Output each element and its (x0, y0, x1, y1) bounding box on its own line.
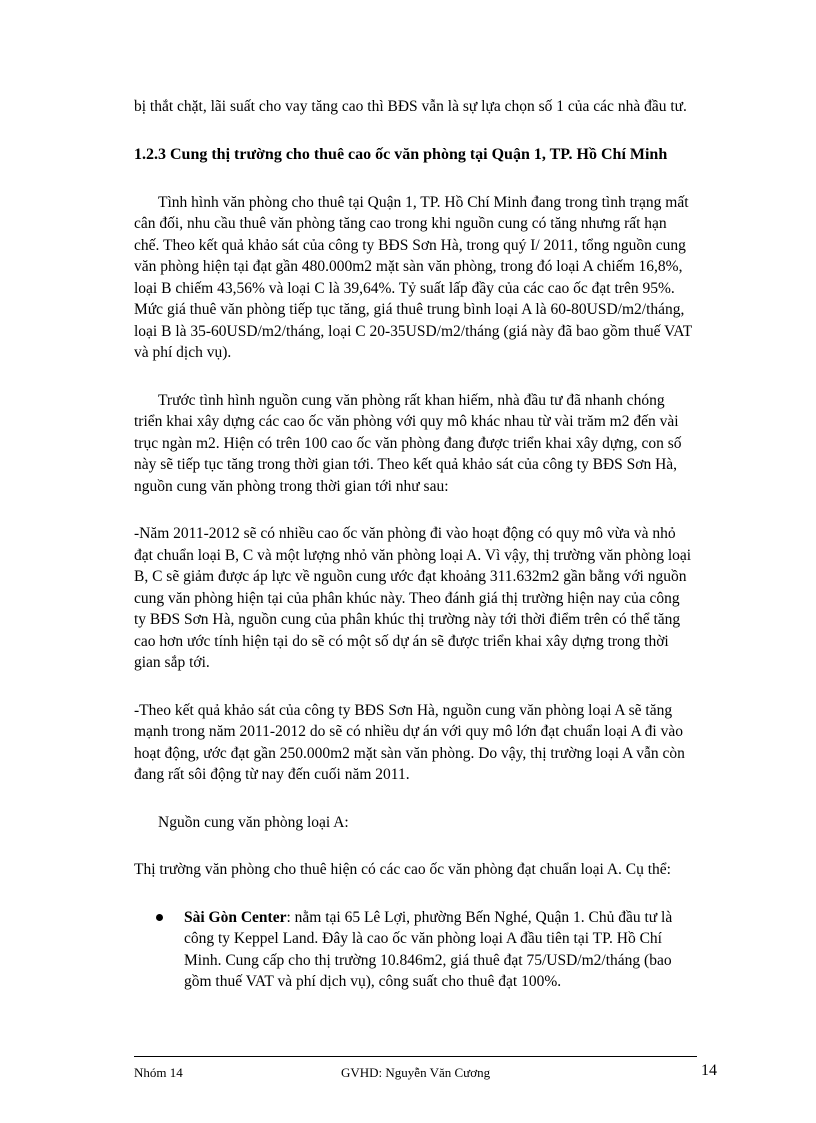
intro-paragraph: bị thắt chặt, lãi suất cho vay tăng cao thì BĐS vẫn là sự lựa chọn số 1 của các nhà đầu tư. (134, 98, 687, 115)
building-description: : nằm tại 65 Lê Lợi, phường Bến Nghé, Quận 1. Chủ đầu tư là công ty Keppel Land. Đây là cao ốc văn phòng loại A đầu tiên tại TP. Hồ Chí Minh. Cung cấp cho thị trường 10.846m2, giá thuê đạt 75/USD/m2/tháng (bao gồm thuế VAT và phí dịch vụ), công suất cho thuê đạt 100%. (184, 908, 673, 990)
page-number: 14 (701, 1062, 717, 1079)
paragraph-class-a-intro: Thị trường văn phòng cho thuê hiện có các cao ốc văn phòng đạt chuẩn loại A. Cụ thể: (134, 861, 671, 878)
building-name: Sài Gòn Center (184, 908, 287, 926)
bullet-icon (156, 914, 163, 921)
building-list (134, 907, 694, 993)
footer-advisor: GVHD: Nguyễn Văn Cương (341, 1065, 491, 1080)
footer-group: Nhóm 14 (134, 1065, 183, 1080)
paragraph-class-bc-forecast: -Năm 2011-2012 sẽ có nhiều cao ốc văn phòng đi vào hoạt động có quy mô vừa và nhỏ đạt chuẩn loại B, C và một lượng nhỏ văn phòng loại A. Vì vậy, thị trường văn phòng loại B, C sẽ giảm được áp lực về nguồn cung ước đạt khoảng 311.632m2 gần bằng với nguồn cung văn phòng hiện tại của phân khúc này. Theo đánh giá thị trường hiện nay của công ty BĐS Sơn Hà, nguồn cung của phân khúc thị trường này tới thời điểm trên có thể tăng cao hơn ước tính hiện tại do sẽ có một số dự án sẽ được triển khai xây dựng trong thời gian sắp tới. (134, 525, 692, 671)
paragraph-class-a-forecast: -Theo kết quả khảo sát của công ty BĐS Sơn Hà, nguồn cung văn phòng loại A sẽ tăng mạnh trong năm 2011-2012 do sẽ có nhiều dự án với quy mô lớn đạt chuẩn loại A đi vào hoạt động, ước đạt gần 250.000m2 mặt sàn văn phòng. Do vậy, thị trường loại A vẫn còn đang rất sôi động từ nay đến cuối năm 2011. (134, 701, 685, 783)
page-content (134, 96, 694, 993)
paragraph-office-situation: Tình hình văn phòng cho thuê tại Quận 1, TP. Hồ Chí Minh đang trong tình trạng mất cân đối, nhu cầu thuê văn phòng tăng cao trong khi nguồn cung có tăng nhưng rất hạn chế. Theo kết quả khảo sát của công ty BĐS Sơn Hà, trong quý I/ 2011, tổng nguồn cung văn phòng hiện tại đạt gần 480.000m2 mặt sàn văn phòng, trong đó loại A chiếm 16,8%, loại B chiếm 43,56% và loại C là 39,64%. Tỷ suất lấp đầy của các cao ốc đạt trên 95%. Mức giá thuê văn phòng tiếp tục tăng, giá thuê trung bình loại A là 60-80USD/m2/tháng, loại B là 35-60USD/m2/tháng, loại C 20-35USD/m2/tháng (giá này đã bao gồm thuế VAT và phí dịch vụ). (134, 193, 692, 361)
footer-divider (134, 1056, 697, 1057)
paragraph-supply-outlook: Trước tình hình nguồn cung văn phòng rất khan hiếm, nhà đầu tư đã nhanh chóng triển khai xây dựng các cao ốc văn phòng với quy mô khác nhau từ vài trăm m2 đến vài trục ngàn m2. Hiện có trên 100 cao ốc văn phòng đang được triển khai xây dựng, con số này sẽ tiếp tục tăng trong thời gian tới. Theo kết quả khảo sát của công ty BĐS Sơn Hà, nguồn cung văn phòng trong thời gian tới như sau: (134, 391, 682, 495)
list-item (134, 907, 694, 993)
section-heading: 1.2.3 Cung thị trường cho thuê cao ốc văn phòng tại Quận 1, TP. Hồ Chí Minh (134, 145, 668, 163)
paragraph-class-a-label: Nguồn cung văn phòng loại A: (158, 813, 349, 831)
page-footer (134, 1060, 717, 1082)
